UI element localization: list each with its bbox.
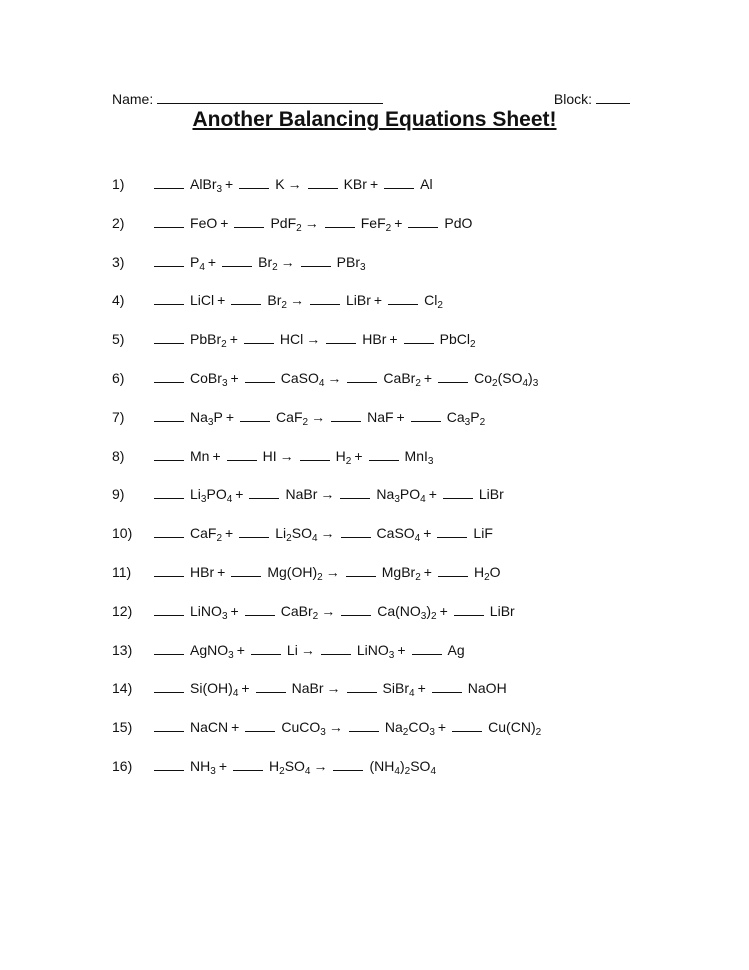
product-formula: $Co_2(SO_4)_3$: [474, 370, 539, 389]
coefficient-blank[interactable]: [154, 757, 184, 771]
reaction-arrow-icon: →: [326, 680, 341, 697]
product-formula: LiNO$_3$: [356, 641, 395, 661]
plus-sign: +: [217, 292, 226, 309]
coefficient-blank[interactable]: [154, 563, 184, 577]
reactant-formula: $Mg(OH)_2$: [267, 564, 323, 583]
coefficient-blank[interactable]: [231, 563, 261, 577]
product-formula: NaOH: [467, 680, 507, 697]
plus-sign: +: [230, 370, 239, 386]
plus-sign: +: [235, 486, 244, 503]
product-formula: $H_2O$: [473, 564, 501, 583]
coefficient-blank[interactable]: [340, 485, 370, 499]
product-formula: PBr$_3$: [336, 253, 366, 273]
product-formula: $Na_2CO_3$: [384, 719, 435, 739]
plus-sign: +: [217, 564, 226, 580]
coefficient-blank[interactable]: [244, 330, 274, 344]
reactant-formula: PdF$_2$: [270, 214, 302, 234]
reaction-arrow-icon: →: [325, 564, 340, 580]
reactant-formula: HI: [262, 447, 277, 464]
reactant-formula: AlBr$_3$: [190, 176, 223, 195]
plus-sign: +: [231, 719, 240, 736]
reaction-arrow-icon: →: [306, 331, 321, 348]
coefficient-blank[interactable]: [249, 485, 279, 499]
product-formula: LiBr: [489, 602, 515, 619]
reactant-formula: $Li_2SO_4$: [275, 525, 318, 545]
product-formula: FeF$_2$: [360, 214, 392, 234]
reactant-formula: CuCO$_3$: [281, 719, 326, 739]
reactant-formula: NaCN: [190, 719, 229, 736]
coefficient-blank[interactable]: [256, 679, 286, 693]
equation-number: 13): [112, 641, 133, 658]
plus-sign: +: [229, 331, 238, 348]
equation-number: 16): [112, 758, 133, 774]
equation-number: 4): [112, 292, 125, 309]
equation-row: [112, 290, 443, 310]
plus-sign: +: [225, 176, 234, 192]
coefficient-blank[interactable]: [154, 330, 184, 344]
coefficient-blank[interactable]: [347, 369, 377, 383]
product-formula: CaBr$_2$: [383, 370, 421, 389]
coefficient-blank[interactable]: [438, 369, 468, 383]
equation-number: 3): [112, 253, 125, 270]
coefficient-blank[interactable]: [251, 641, 281, 655]
plus-sign: +: [230, 602, 239, 619]
coefficient-blank[interactable]: [154, 447, 184, 461]
plus-sign: +: [423, 564, 432, 580]
equation-row: [112, 329, 476, 349]
plus-sign: +: [236, 641, 245, 658]
reactant-formula: $Br_2$: [258, 253, 278, 273]
product-formula: Ag: [447, 641, 465, 658]
product-formula: MgBr$_2$: [381, 564, 421, 583]
reactant-formula: $Li_3PO_4$: [190, 486, 233, 506]
product-formula: LiBr: [345, 292, 371, 309]
coefficient-blank[interactable]: [321, 641, 351, 655]
product-formula: HBr: [362, 331, 387, 348]
coefficient-blank[interactable]: [341, 524, 371, 538]
reaction-arrow-icon: →: [304, 214, 319, 231]
equation-number: 14): [112, 680, 133, 697]
page-title: Another Balancing Equations Sheet!: [192, 108, 557, 131]
coefficient-blank[interactable]: [154, 369, 184, 383]
reactant-formula: K: [275, 176, 285, 192]
plus-sign: +: [389, 331, 398, 348]
reactant-formula: $Si(OH)_4$: [190, 680, 239, 700]
equation-number: 8): [112, 447, 125, 464]
plus-sign: +: [212, 447, 221, 464]
reactant-formula: $NH_3$: [190, 758, 216, 777]
coefficient-blank[interactable]: [154, 408, 184, 422]
coefficient-blank[interactable]: [346, 563, 376, 577]
plus-sign: +: [439, 602, 448, 619]
plus-sign: +: [417, 680, 426, 697]
equation-row: [112, 640, 465, 660]
reactant-formula: $Br_2$: [267, 292, 287, 312]
product-formula: MnI$_3$: [404, 447, 434, 467]
equation-row: [112, 174, 433, 194]
coefficient-blank[interactable]: [154, 485, 184, 499]
product-formula: CaSO$_4$: [376, 525, 421, 545]
coefficient-blank[interactable]: [308, 175, 338, 189]
reaction-arrow-icon: →: [300, 641, 315, 658]
plus-sign: +: [397, 641, 406, 658]
coefficient-blank[interactable]: [154, 253, 184, 267]
product-formula: Al: [420, 176, 433, 192]
coefficient-blank[interactable]: [331, 408, 361, 422]
plus-sign: +: [373, 292, 383, 309]
equation-number: 15): [112, 719, 133, 736]
coefficient-blank[interactable]: [154, 718, 184, 732]
coefficient-blank[interactable]: [154, 291, 184, 305]
equation-row: [112, 523, 493, 543]
coefficient-blank[interactable]: [404, 330, 434, 344]
equation-row: [112, 756, 436, 776]
coefficient-blank[interactable]: [239, 524, 269, 538]
plus-sign: +: [423, 525, 432, 542]
reactant-formula: CaSO$_4$: [280, 370, 325, 389]
coefficient-blank[interactable]: [239, 175, 269, 189]
reactant-formula: Li: [286, 641, 298, 658]
reaction-arrow-icon: →: [320, 525, 335, 542]
coefficient-blank[interactable]: [240, 408, 270, 422]
reactant-formula: $Na_3P$: [190, 408, 223, 428]
equation-row: [112, 213, 472, 233]
coefficient-blank[interactable]: [452, 718, 482, 732]
product-formula: $Ca_3P_2$: [446, 408, 486, 428]
equation-row: [112, 601, 515, 621]
coefficient-blank[interactable]: [411, 408, 441, 422]
product-formula: PdO: [444, 214, 473, 231]
reaction-arrow-icon: →: [280, 253, 295, 270]
coefficient-blank[interactable]: [300, 447, 330, 461]
reactant-formula: NaBr: [291, 680, 324, 697]
coefficient-blank[interactable]: [231, 291, 261, 305]
block-label: Block:: [553, 91, 592, 107]
reactant-formula: CaBr$_2$: [280, 602, 319, 622]
reactant-formula: FeO: [190, 214, 218, 231]
coefficient-blank[interactable]: [443, 485, 473, 499]
plus-sign: +: [220, 214, 229, 231]
equation-number: 12): [112, 602, 133, 619]
reactant-formula: LiNO$_3$: [190, 602, 228, 622]
coefficient-blank[interactable]: [154, 175, 184, 189]
equation-number: 10): [112, 525, 133, 542]
plus-sign: +: [369, 176, 379, 192]
product-formula: $Ca(NO_3)_2$: [377, 602, 437, 622]
reaction-arrow-icon: →: [328, 719, 343, 736]
equation-row: [112, 717, 541, 737]
equation-number: 6): [112, 370, 125, 386]
plus-sign: +: [354, 447, 363, 464]
coefficient-blank[interactable]: [333, 757, 363, 771]
coefficient-blank[interactable]: [347, 679, 377, 693]
coefficient-blank[interactable]: [326, 330, 356, 344]
plus-sign: +: [428, 486, 437, 503]
plus-sign: +: [396, 408, 405, 425]
coefficient-blank[interactable]: [245, 369, 275, 383]
product-formula: SiBr$_4$: [382, 680, 415, 700]
equation-number: 11): [112, 564, 132, 580]
coefficient-blank[interactable]: [454, 602, 484, 616]
coefficient-blank[interactable]: [154, 524, 184, 538]
coefficient-blank[interactable]: [384, 175, 414, 189]
coefficient-blank[interactable]: [154, 641, 184, 655]
reactant-formula: AgNO$_3$: [190, 641, 234, 661]
coefficient-blank[interactable]: [412, 641, 442, 655]
plus-sign: +: [207, 253, 217, 270]
plus-sign: +: [437, 719, 447, 736]
plus-sign: +: [394, 214, 403, 231]
plus-sign: +: [423, 370, 433, 386]
equation-row: [112, 368, 538, 388]
reactant-formula: HCl: [279, 331, 304, 348]
product-formula: $(NH_4)_2SO_4$: [369, 758, 436, 777]
coefficient-blank[interactable]: [408, 214, 438, 228]
equation-number: 5): [112, 331, 125, 348]
product-formula: KBr: [343, 176, 367, 192]
coefficient-blank[interactable]: [349, 718, 379, 732]
equation-row: [112, 678, 507, 698]
equation-row: [112, 484, 504, 504]
reactant-formula: CaF$_2$: [190, 525, 223, 545]
reaction-arrow-icon: →: [311, 408, 326, 425]
coefficient-blank[interactable]: [233, 757, 263, 771]
reaction-arrow-icon: →: [313, 758, 328, 774]
plus-sign: +: [241, 680, 250, 697]
coefficient-blank[interactable]: [432, 679, 462, 693]
coefficient-blank[interactable]: [369, 447, 399, 461]
coefficient-blank[interactable]: [154, 214, 184, 228]
product-formula: PbCl$_2$: [439, 331, 476, 351]
coefficient-blank[interactable]: [154, 602, 184, 616]
reaction-arrow-icon: →: [279, 447, 294, 464]
equation-number: 7): [112, 408, 125, 425]
reaction-arrow-icon: →: [320, 486, 335, 503]
product-formula: $Na_3PO_4$: [376, 486, 426, 506]
reaction-arrow-icon: →: [287, 176, 302, 192]
product-formula: LiBr: [478, 486, 504, 503]
reactant-formula: PbBr$_2$: [190, 331, 227, 351]
coefficient-blank[interactable]: [325, 214, 355, 228]
product-formula: $H_2$: [335, 447, 352, 467]
product-formula: LiF: [473, 525, 493, 542]
coefficient-blank[interactable]: [222, 253, 252, 267]
reactant-formula: CaF$_2$: [276, 408, 309, 428]
coefficient-blank[interactable]: [388, 291, 418, 305]
equation-row: [112, 252, 366, 272]
coefficient-blank[interactable]: [227, 447, 257, 461]
coefficient-blank[interactable]: [438, 563, 468, 577]
coefficient-blank[interactable]: [341, 602, 371, 616]
coefficient-blank[interactable]: [437, 524, 467, 538]
coefficient-blank[interactable]: [301, 253, 331, 267]
equation-number: 9): [112, 486, 125, 503]
reactant-formula: NaBr: [285, 486, 318, 503]
reactant-formula: $P_4$: [190, 253, 205, 273]
coefficient-blank[interactable]: [245, 718, 275, 732]
reactant-formula: CoBr$_3$: [190, 370, 228, 389]
reactant-formula: $H_2SO_4$: [269, 758, 311, 777]
plus-sign: +: [225, 408, 235, 425]
product-formula: NaF: [367, 408, 394, 425]
product-formula: $Cl_2$: [424, 292, 443, 312]
reaction-arrow-icon: →: [289, 292, 304, 309]
coefficient-blank[interactable]: [234, 214, 264, 228]
equation-number: 2): [112, 214, 125, 231]
reactant-formula: HBr: [190, 564, 215, 580]
plus-sign: +: [218, 758, 227, 774]
coefficient-blank[interactable]: [154, 679, 184, 693]
reaction-arrow-icon: →: [321, 602, 336, 619]
name-label: Name:: [112, 91, 154, 107]
plus-sign: +: [225, 525, 234, 542]
product-formula: $Cu(CN)_2$: [488, 719, 542, 739]
equation-row: [112, 407, 485, 427]
reaction-arrow-icon: →: [327, 370, 342, 386]
equation-row: [112, 446, 433, 466]
coefficient-blank[interactable]: [310, 291, 340, 305]
reactant-formula: LiCl: [190, 292, 215, 309]
equation-row: [112, 562, 501, 582]
reactant-formula: Mn: [190, 447, 210, 464]
equation-number: 1): [112, 176, 125, 192]
coefficient-blank[interactable]: [245, 602, 275, 616]
